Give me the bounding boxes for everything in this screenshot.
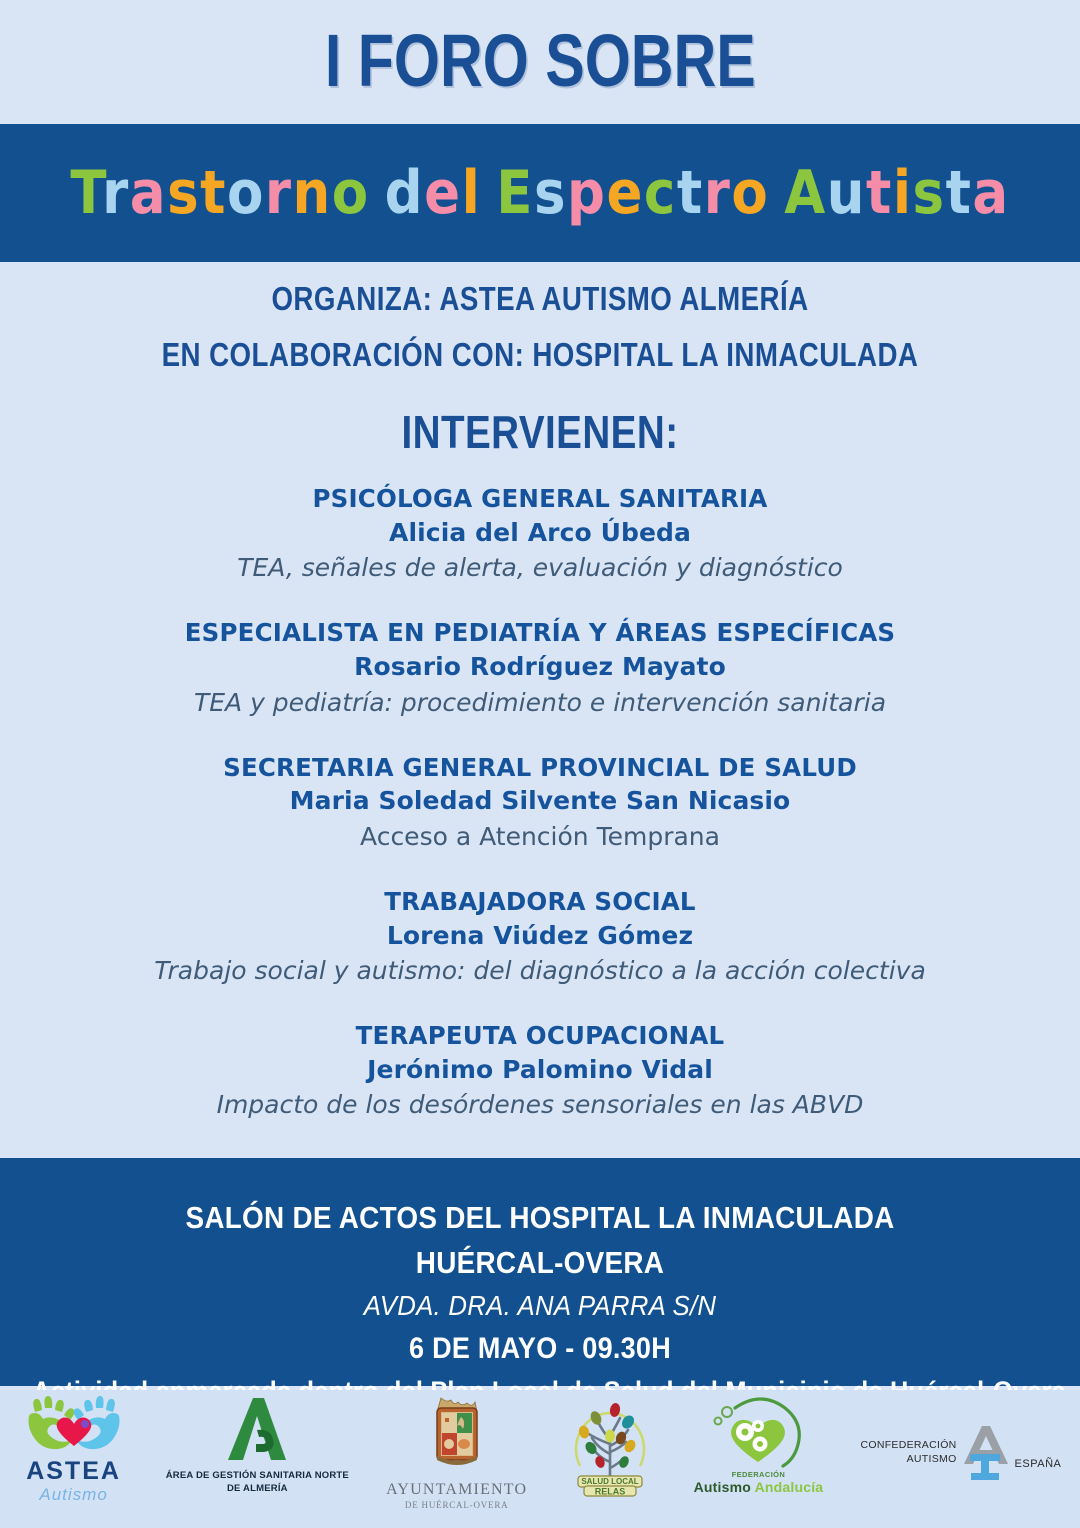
logo-junta-andalucia bbox=[166, 1396, 349, 1496]
federacion-caption-small: FEDERACIÓN bbox=[731, 1470, 786, 1479]
logo-astea bbox=[19, 1396, 129, 1505]
title-letter-0: T bbox=[70, 158, 103, 228]
speaker-block bbox=[0, 751, 1080, 854]
title-letter-20: r bbox=[703, 158, 732, 228]
junta-andalucia-a-icon bbox=[226, 1396, 288, 1462]
title-letter-10: d bbox=[384, 158, 425, 228]
confederacion-line-1: CONFEDERACIÓN bbox=[860, 1439, 957, 1452]
organizers-block bbox=[0, 280, 1080, 392]
confederacion-line-2: AUTISMO bbox=[906, 1453, 957, 1465]
title-letter-16: p bbox=[567, 158, 607, 228]
poster-main-title: I FORO SOBRE bbox=[324, 19, 756, 102]
astea-logo-subtitle: Autismo bbox=[39, 1485, 108, 1504]
title-letter-6: r bbox=[264, 158, 293, 228]
venue-place: SALÓN DE ACTOS DEL HOSPITAL LA INMACULADA bbox=[185, 1200, 895, 1235]
title-letter-14: E bbox=[496, 158, 534, 228]
speaker-name: Alicia del Arco Úbeda bbox=[389, 517, 691, 547]
speaker-name: Jerónimo Palomino Vidal bbox=[367, 1054, 713, 1084]
title-letter-5: o bbox=[226, 158, 265, 228]
speaker-role: TERAPEUTA OCUPACIONAL bbox=[355, 1021, 725, 1051]
speaker-block bbox=[0, 1019, 1080, 1122]
speaker-block bbox=[0, 616, 1080, 719]
logo-relas bbox=[564, 1396, 656, 1498]
confederacion-country: ESPAÑA bbox=[1014, 1458, 1062, 1470]
poster-title-band bbox=[0, 124, 1080, 262]
speaker-role: SECRETARIA GENERAL PROVINCIAL DE SALUD bbox=[223, 752, 857, 782]
speaker-block bbox=[0, 885, 1080, 988]
speaker-topic: TEA, señales de alerta, evaluación y diagnóstico bbox=[237, 553, 843, 583]
title-letter-23: A bbox=[784, 158, 827, 228]
speaker-name: Rosario Rodríguez Mayato bbox=[354, 652, 726, 682]
confederacion-text bbox=[860, 1439, 956, 1466]
speaker-role: PSICÓLOGA GENERAL SANITARIA bbox=[312, 484, 768, 513]
logo-ayuntamiento bbox=[386, 1396, 527, 1510]
organizer-line-1: ORGANIZA: ASTEA AUTISMO ALMERÍA bbox=[271, 280, 809, 317]
federacion-caption-bold: Autismo bbox=[693, 1479, 751, 1495]
title-letter-24: u bbox=[826, 158, 867, 228]
venue-datetime: 6 DE MAYO - 09.30H bbox=[409, 1332, 671, 1365]
ayuntamiento-caption-line-1: AYUNTAMIENTO bbox=[386, 1481, 528, 1498]
federacion-caption-main bbox=[694, 1479, 824, 1495]
federacion-caption-light: Andalucía bbox=[754, 1479, 824, 1495]
title-letter-17: e bbox=[606, 158, 644, 228]
title-letter-18: c bbox=[643, 158, 677, 228]
relas-tree-icon bbox=[564, 1396, 656, 1498]
title-letter-4: t bbox=[200, 158, 227, 228]
speaker-topic: Trabajo social y autismo: del diagnóstico a la acción colectiva bbox=[154, 956, 926, 986]
title-letter-28: t bbox=[945, 158, 973, 228]
speaker-topic: TEA y pediatría: procedimiento e intervención sanitaria bbox=[193, 687, 887, 717]
ayuntamiento-caption-line-2: DE HUÉRCAL-OVERA bbox=[404, 1500, 509, 1510]
relas-banner-top: SALUD LOCAL bbox=[581, 1477, 640, 1486]
title-letter-15: s bbox=[533, 158, 568, 228]
astea-logo-name: ASTEA bbox=[26, 1457, 121, 1485]
venue-city: HUÉRCAL-OVERA bbox=[415, 1245, 665, 1280]
federacion-heart-gears-icon bbox=[705, 1396, 811, 1468]
organizer-line-2: EN COLABORACIÓN CON: HOSPITAL LA INMACULADA bbox=[161, 336, 919, 373]
title-letter-25: t bbox=[866, 158, 893, 228]
speaker-topic: Acceso a Atención Temprana bbox=[360, 821, 720, 851]
ayuntamiento-coat-of-arms-icon bbox=[427, 1396, 487, 1478]
speaker-role: TRABAJADORA SOCIAL bbox=[384, 886, 696, 916]
astea-hands-heart-icon bbox=[19, 1396, 129, 1458]
junta-caption-line-2: DE ALMERÍA bbox=[226, 1482, 288, 1494]
logo-confederacion-autismo-espana bbox=[860, 1396, 1061, 1482]
confederacion-lockup bbox=[860, 1424, 1061, 1482]
title-letter-7: n bbox=[292, 158, 332, 228]
poster-header-top bbox=[0, 0, 1080, 122]
poster-subtitle-colored bbox=[70, 158, 1010, 228]
title-letter-3: s bbox=[167, 158, 201, 228]
speaker-topic: Impacto de los desórdenes sensoriales en las ABVD bbox=[216, 1090, 864, 1120]
speaker-name: Maria Soledad Silvente San Nicasio bbox=[289, 786, 791, 816]
title-letter-21: o bbox=[731, 158, 770, 228]
venue-address: AVDA. DRA. ANA PARRA S/N bbox=[363, 1290, 717, 1321]
junta-caption bbox=[166, 1470, 349, 1496]
confederacion-ae-monogram-icon bbox=[960, 1424, 1012, 1482]
title-letter-8: o bbox=[331, 158, 370, 228]
speakers-section-heading: INTERVIENEN: bbox=[401, 406, 679, 458]
speaker-role: ESPECIALISTA EN PEDIATRÍA Y ÁREAS ESPECÍFICAS bbox=[184, 618, 896, 648]
title-letter-1: r bbox=[102, 158, 130, 228]
relas-banner-bottom: RELAS bbox=[595, 1486, 626, 1497]
venue-details bbox=[0, 1200, 1080, 1407]
title-letter-29: a bbox=[972, 158, 1010, 228]
title-letter-11: e bbox=[424, 158, 462, 228]
title-letter-26: i bbox=[892, 158, 913, 228]
venue-band bbox=[0, 1158, 1080, 1386]
title-letter-19: t bbox=[676, 158, 704, 228]
speaker-name: Lorena Viúdez Gómez bbox=[386, 920, 694, 950]
speaker-block bbox=[0, 482, 1080, 585]
junta-caption-line-1: ÁREA DE GESTIÓN SANITARIA NORTE bbox=[165, 1470, 349, 1481]
title-letter-2: a bbox=[129, 158, 168, 228]
sponsor-logo-strip bbox=[0, 1390, 1080, 1528]
speakers-list bbox=[0, 482, 1080, 1153]
title-letter-27: s bbox=[912, 158, 946, 228]
logo-federacion-autismo-andalucia bbox=[694, 1396, 824, 1495]
title-letter-12: l bbox=[461, 158, 482, 228]
